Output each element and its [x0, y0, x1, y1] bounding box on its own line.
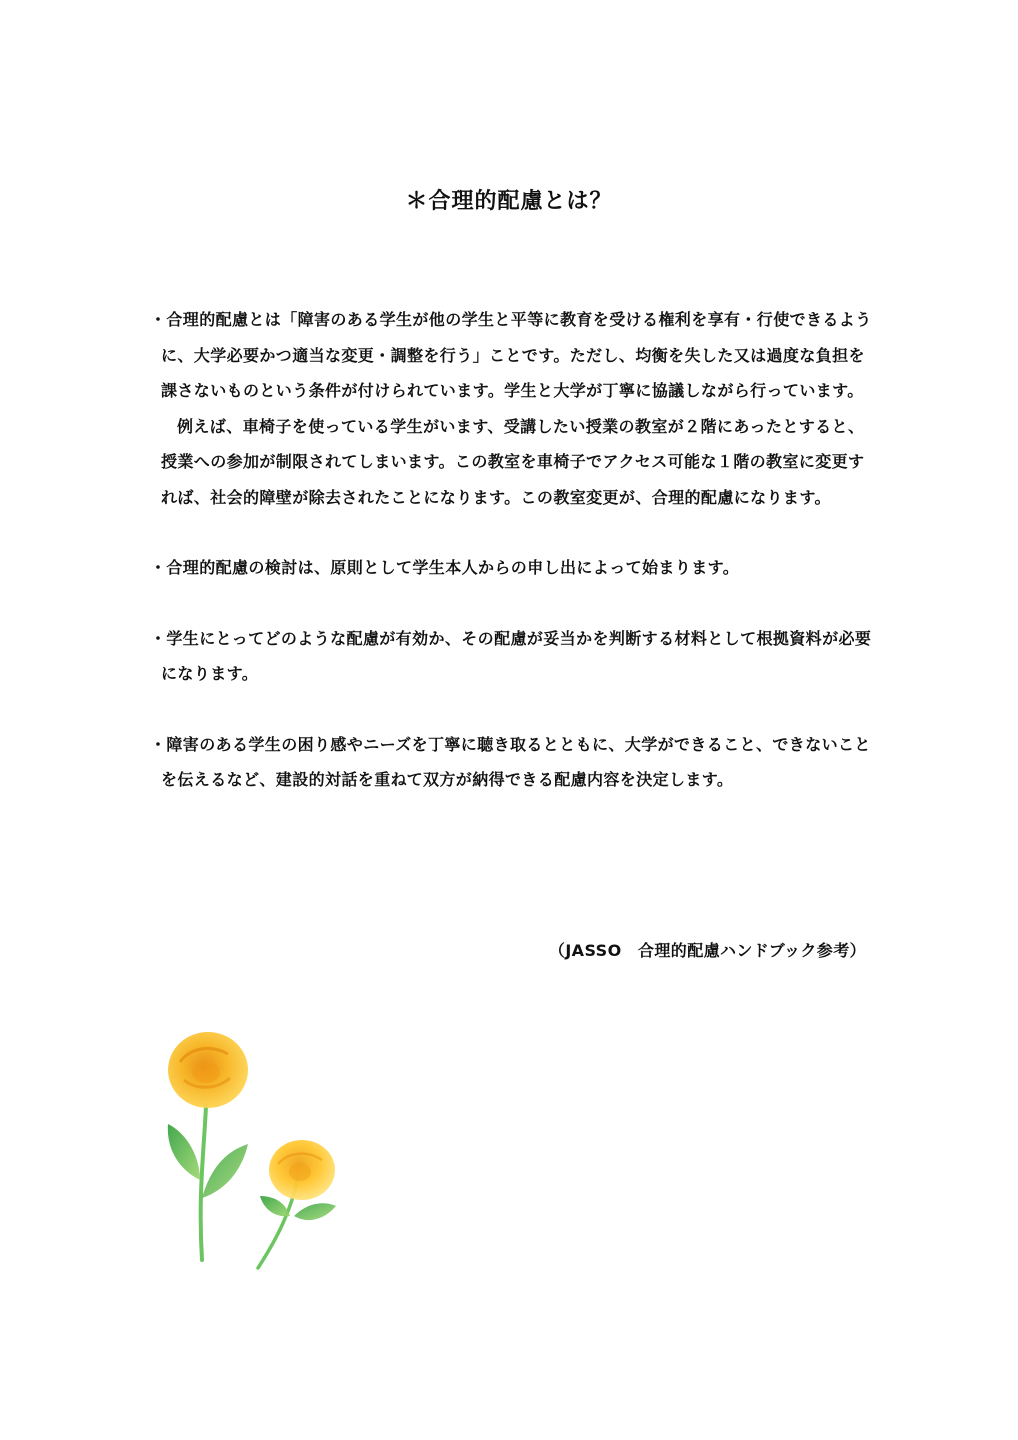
page-title: ＊合理的配慮とは？: [405, 189, 613, 214]
spacer: [150, 692, 876, 727]
spacer: [150, 515, 876, 550]
yellow-flowers-watercolor-icon: [150, 1020, 360, 1290]
paragraph-definition: ・合理的配慮とは「障害のある学生が他の学生と平等に教育を受ける権利を享有・行使できるように、大学必要かつ適当な変更・調整を行う」ことです。ただし、均衡を失した又は過度な負担を課さないものという条件が付けられています。学生と大学が丁寧に協議しながら行っています。: [150, 310, 872, 400]
paragraph-example: 例えば、車椅子を使っている学生がいます、受講したい授業の教室が２階にあったとすると、授業への参加が制限されてしまいます。この教室を車椅子でアクセス可能な１階の教室に変更すれば、社会的障壁が除去されたことになります。この教室変更が、合理的配慮になります。: [161, 416, 865, 507]
paragraph-evidence: ・学生にとってどのような配慮が有効か、その配慮が妥当かを判断する材料として根拠資料が必要になります。: [150, 628, 872, 683]
spacer: [150, 586, 876, 621]
paragraph-dialogue: ・障害のある学生の困り感やニーズを丁寧に聴き取るとともに、大学ができること、できないことを伝えるなど、建設的対話を重ねて双方が納得できる配慮内容を決定します。: [150, 734, 871, 789]
document-body: [150, 302, 876, 798]
source-citation: （JASSO 合理的配慮ハンドブック参考）: [548, 941, 866, 960]
paragraph-request: ・合理的配慮の検討は、原則として学生本人からの申し出によって始まります。: [150, 558, 740, 577]
